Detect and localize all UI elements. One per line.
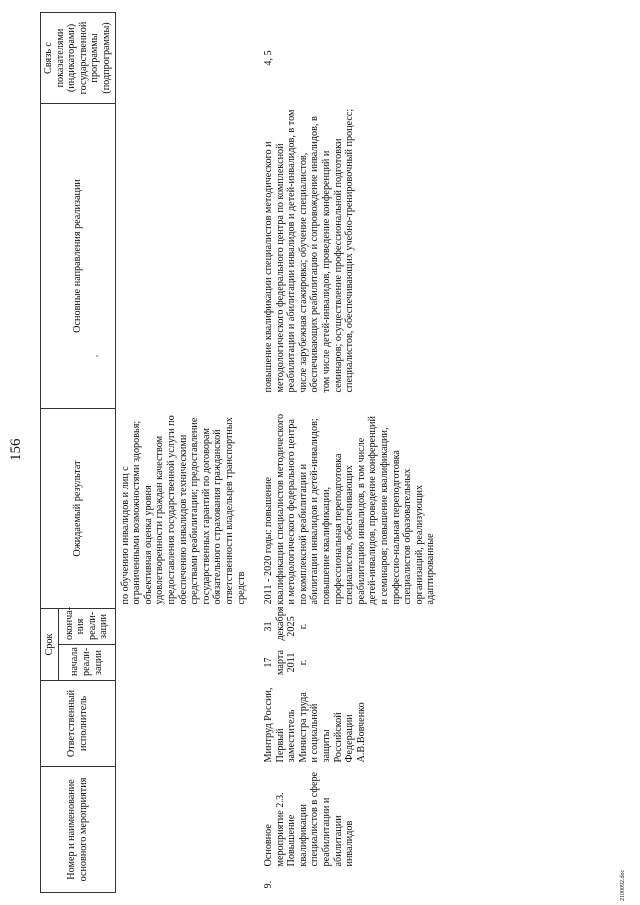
row-start: 17 марта 2011 г.	[263, 650, 309, 675]
header-result: Ожидаемый результат	[41, 409, 116, 609]
row-result: 2011 - 2020 годы: повышение квалификации специалистов методического и методологического федерального центра по комплексной реабилитации и абилитации инвалидов и детей-инвалидов; повышение квалификации, профессиональная переподготовка специалистов, обеспечивающих реабилитацию инвалидов, в том числе детей-инвалидов, проведение конференций и семинаров; повышение квалификации, профессио-нальная переподготовка специалистов образовательных организаций, реализующих адаптированные	[263, 413, 437, 605]
continued-row	[115, 13, 261, 893]
footer-filename: 2100092.doc	[620, 869, 626, 901]
row-number-name-cell	[261, 767, 439, 893]
row-directions: повышение квалификации специалистов методического и методологического федерального центра по комплексной реабилитации и абилитации инвалидов и детей-инвалидов, в том числе зарубежная стажировка; обучение специалистов, обеспечивающих реабилитацию и сопровождение инвалидов, в том числе детей-инвалидов, проведение конференций и семинаров; осуществление профессиональной подготовки специалистов, обеспечивающих учебно-тренировочный процесс;	[263, 108, 356, 393]
continued-result-cell: по обучению инвалидов и лиц с ограниченными возможностями здоровья; объективная оценка уровня удовлетворенности граждан качеством предоставления государственной услуги по обеспечению инвалидов техническими средствами реабилитации; предоставление государственных гарантий по договорам обязательного страхования гражданской ответственности владельцев транспортных средств	[119, 415, 247, 605]
page-number: 156	[8, 438, 24, 461]
header-link: Связь с показателями (индикаторами) государственной программы (подпрограммы)	[41, 13, 116, 104]
header-executor: Ответственный исполнитель	[41, 681, 116, 767]
table-row	[261, 13, 439, 893]
header-directions: Основные направления реализации	[41, 104, 116, 409]
row-name: Основное мероприятие 2.3. Повышение квалификации специалистов в сфере реабилитации и абилитации инвалидов	[263, 771, 356, 867]
row-end: 31 декабря 2025 г.	[263, 606, 309, 641]
row-executor: Минтруд России, Первый заместитель Министра труда и социальной защиты Российской Федерации А.В.Вовченко	[263, 687, 367, 763]
header-term: Срок	[41, 609, 59, 681]
header-number-name: Номер и наименование основного мероприятия	[41, 767, 116, 893]
row-link: 4, 5	[263, 50, 275, 66]
header-term-end: оконча-ния реали-зации	[59, 609, 115, 645]
activities-table	[40, 12, 439, 893]
header-term-start: начала реали-зации	[59, 645, 115, 681]
row-number: 9.	[263, 880, 275, 889]
